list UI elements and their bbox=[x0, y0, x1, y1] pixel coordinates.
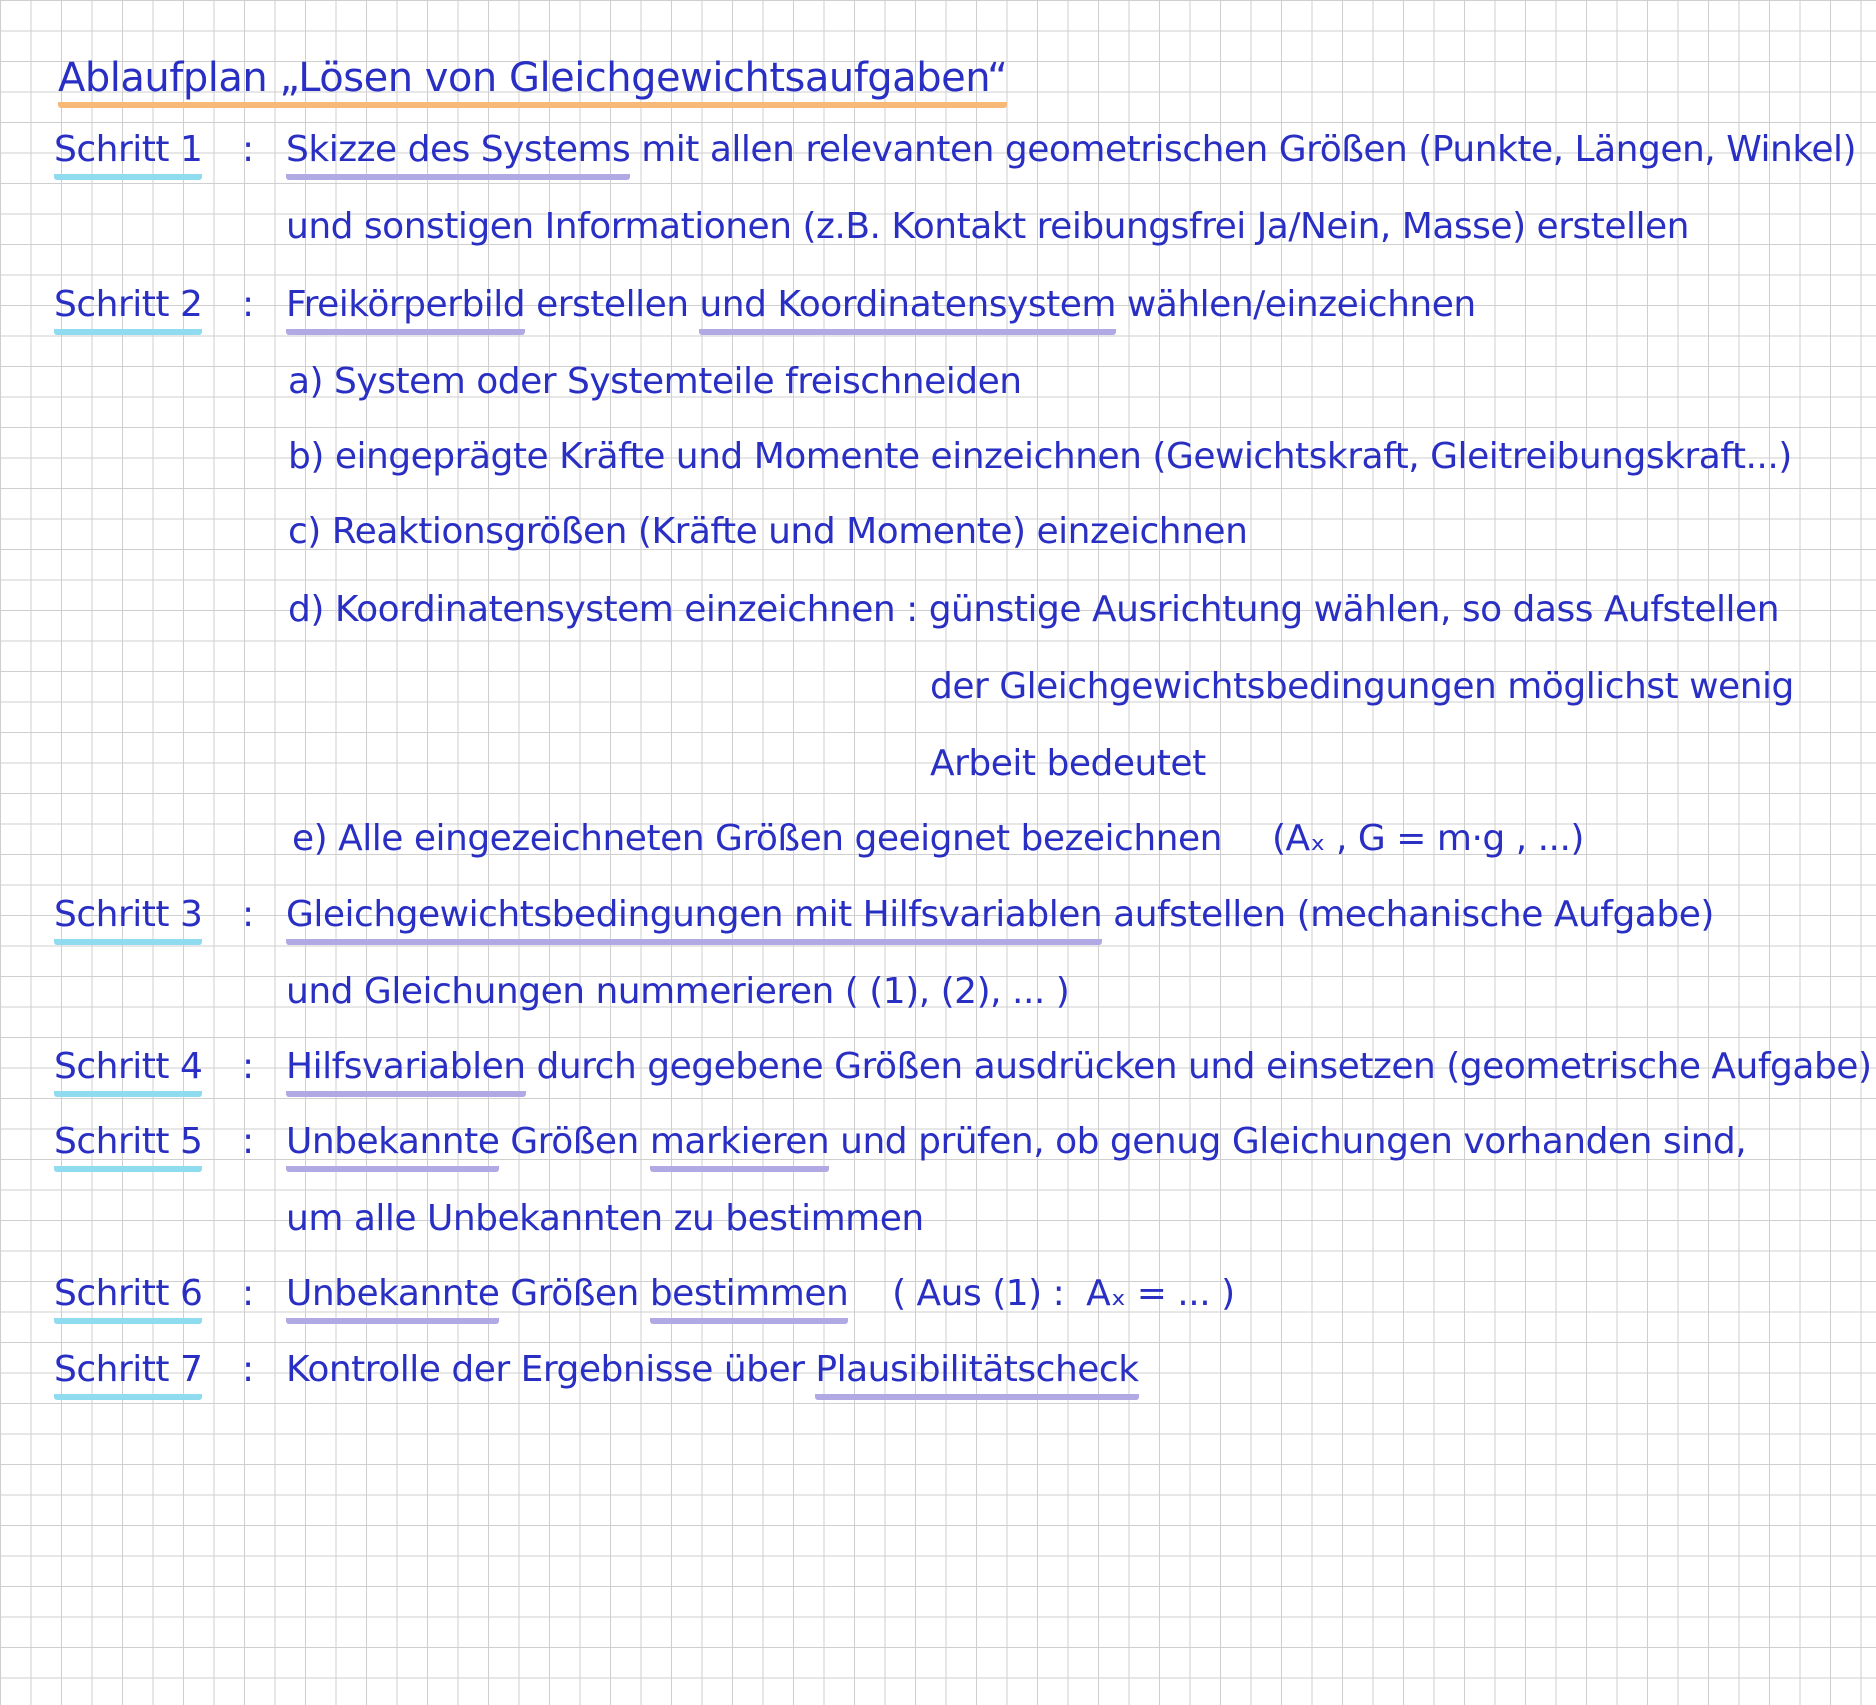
step-1-line-2: und sonstigen Informationen (z.B. Kontakt reibungsfrei Ja/Nein, Masse) erstellen bbox=[286, 206, 1689, 247]
step-3-highlight: Gleichgewichtsbedingungen mit Hilfsvariablen bbox=[286, 893, 1102, 945]
step-6-label-text: Schritt 6 bbox=[54, 1272, 202, 1324]
step-2-substep-a: a) System oder Systemteile freischneiden bbox=[288, 361, 1022, 402]
step-1-line-1 bbox=[286, 128, 1856, 180]
step-2-colon: : bbox=[242, 284, 254, 325]
step-2-substep-d-line-3: Arbeit bedeutet bbox=[930, 743, 1206, 784]
step-1-colon: : bbox=[242, 129, 254, 170]
step-7-colon: : bbox=[242, 1349, 254, 1390]
step-4-label bbox=[54, 1045, 202, 1097]
step-2-highlight-1: Freikörperbild bbox=[286, 283, 525, 335]
step-1-label-text: Schritt 1 bbox=[54, 128, 202, 180]
step-3-label-text: Schritt 3 bbox=[54, 893, 202, 945]
step-1-line-1-rest: mit allen relevanten geometrischen Größen (Punkte, Längen, Winkel) bbox=[630, 129, 1857, 170]
step-6-line-1 bbox=[286, 1272, 1235, 1324]
step-5-line-1-rest: und prüfen, ob genug Gleichungen vorhanden sind, bbox=[829, 1121, 1747, 1162]
step-2-substep-e-formula: (Aₓ , G = m·g , ...) bbox=[1271, 818, 1584, 859]
step-2-substep-c: c) Reaktionsgrößen (Kräfte und Momente) einzeichnen bbox=[288, 511, 1248, 552]
step-2-label bbox=[54, 283, 202, 335]
step-6-line-1-rest: ( Aus (1) : Aₓ = ... ) bbox=[848, 1273, 1235, 1314]
step-2-line-1-rest: wählen/einzeichnen bbox=[1115, 284, 1476, 325]
step-1-highlight: Skizze des Systems bbox=[286, 128, 630, 180]
step-1-label bbox=[54, 128, 202, 180]
step-3-label bbox=[54, 893, 202, 945]
step-2-substep-e bbox=[292, 817, 1584, 861]
title-text: Ablaufplan „Lösen von Gleichgewichtsaufgaben“ bbox=[58, 56, 1007, 108]
step-2-substep-e-text: e) Alle eingezeichneten Größen geeignet bezeichnen bbox=[292, 818, 1222, 859]
step-5-highlight-2: markieren bbox=[650, 1120, 829, 1172]
step-4-line-1-rest: durch gegebene Größen ausdrücken und einsetzen (geometrische Aufgabe) bbox=[525, 1046, 1872, 1087]
step-4-line-1 bbox=[286, 1045, 1871, 1097]
step-3-colon: : bbox=[242, 894, 254, 935]
step-6-mid: Größen bbox=[499, 1273, 650, 1314]
step-7-highlight: Plausibilitätscheck bbox=[815, 1348, 1138, 1400]
step-2-highlight-2: und Koordinatensystem bbox=[699, 283, 1115, 335]
step-6-highlight-2: bestimmen bbox=[650, 1272, 848, 1324]
step-7-line-1-pre: Kontrolle der Ergebnisse über bbox=[286, 1349, 816, 1390]
step-6-label bbox=[54, 1272, 202, 1324]
step-2-label-text: Schritt 2 bbox=[54, 283, 202, 335]
step-2-substep-b: b) eingeprägte Kräfte und Momente einzeichnen (Gewichtskraft, Gleitreibungskraft...) bbox=[288, 436, 1792, 477]
step-7-line-1 bbox=[286, 1348, 1139, 1400]
step-7-label-text: Schritt 7 bbox=[54, 1348, 202, 1400]
step-5-label-text: Schritt 5 bbox=[54, 1120, 202, 1172]
step-5-highlight-1: Unbekannte bbox=[286, 1120, 499, 1172]
step-6-colon: : bbox=[242, 1273, 254, 1314]
page-title bbox=[58, 56, 1007, 108]
step-5-line-1 bbox=[286, 1120, 1746, 1172]
step-5-line-2: um alle Unbekannten zu bestimmen bbox=[286, 1198, 924, 1239]
step-4-colon: : bbox=[242, 1046, 254, 1087]
step-5-colon: : bbox=[242, 1121, 254, 1162]
step-3-line-1 bbox=[286, 893, 1714, 945]
step-3-line-1-rest: aufstellen (mechanische Aufgabe) bbox=[1102, 894, 1714, 935]
step-5-label bbox=[54, 1120, 202, 1172]
step-7-label bbox=[54, 1348, 202, 1400]
step-3-line-2: und Gleichungen nummerieren ( (1), (2), ... ) bbox=[286, 971, 1070, 1012]
step-4-label-text: Schritt 4 bbox=[54, 1045, 202, 1097]
step-2-substep-d-line-2: der Gleichgewichtsbedingungen möglichst wenig bbox=[930, 666, 1794, 707]
step-4-highlight: Hilfsvariablen bbox=[286, 1045, 526, 1097]
step-2-line-1 bbox=[286, 283, 1476, 335]
step-6-highlight-1: Unbekannte bbox=[286, 1272, 499, 1324]
step-2-substep-d-line-1: d) Koordinatensystem einzeichnen : günstige Ausrichtung wählen, so dass Aufstellen bbox=[288, 589, 1780, 630]
step-2-mid: erstellen bbox=[525, 284, 700, 325]
step-5-mid: Größen bbox=[499, 1121, 650, 1162]
